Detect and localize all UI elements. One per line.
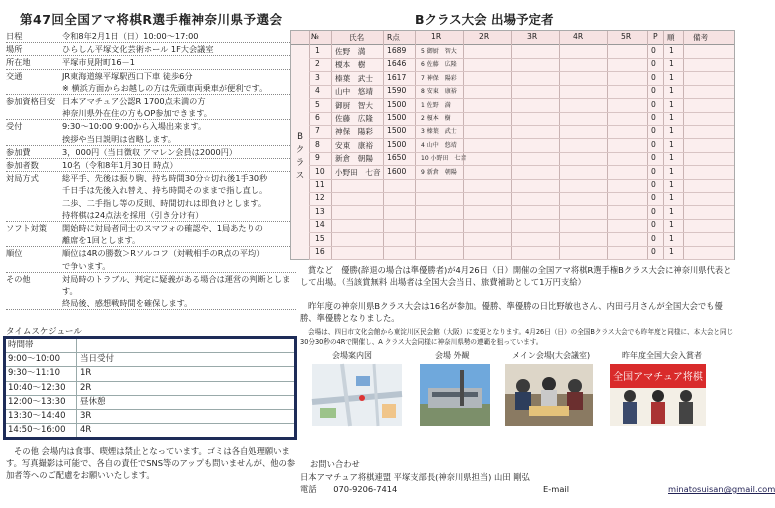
schedule-row xyxy=(6,381,294,395)
entrant-rank: 1 xyxy=(669,86,674,96)
contact-heading: お問い合わせ xyxy=(310,459,360,469)
entrant-name: 佐藤 広隆 xyxy=(335,114,373,123)
phone-label: 電話 xyxy=(300,484,317,494)
entrant-rating: 1500 xyxy=(387,139,407,149)
col-rank: 順 xyxy=(667,33,675,42)
last-year-text: 昨年度の神奈川県Bクラス大会は16名が参加。優勝、準優勝の日比野敏也さん、内田弓月さんが全国大会でも優勝、準優勝となりました。 xyxy=(300,301,723,323)
schedule-event: 昼休憩 xyxy=(80,396,106,407)
col-notes: 備考 xyxy=(693,33,709,42)
round-1-opponent: 1 佐野 満 xyxy=(421,101,451,109)
info-value: 挨拶や当日説明は省略します。 xyxy=(62,133,176,144)
entrant-points: 0 xyxy=(651,86,656,96)
entrant-rank: 1 xyxy=(669,46,674,55)
entrant-row xyxy=(309,139,734,153)
entrant-no: 15 xyxy=(315,233,325,243)
info-key xyxy=(6,197,62,209)
entrant-no: 2 xyxy=(315,59,320,69)
entrant-table xyxy=(290,30,735,260)
winners-banner-text: 全国アマチュア将棋 xyxy=(613,372,703,383)
schedule-event: 2R xyxy=(80,382,92,393)
info-row xyxy=(6,120,296,132)
caption-winners: 昨年度全国大会入賞者 xyxy=(622,351,702,360)
info-value: 開始時に対局者同士のスマフォの確認や、1局あたりの xyxy=(62,223,263,234)
entrant-points: 0 xyxy=(651,206,656,216)
round-1-opponent: 2 榎本 樹 xyxy=(421,115,451,122)
info-key: 所在地 xyxy=(6,57,31,68)
schedule-event: 1R xyxy=(80,368,92,379)
entrant-points: 0 xyxy=(651,153,656,163)
schedule-row xyxy=(6,423,294,437)
entrant-rating: 1600 xyxy=(387,166,407,176)
info-row xyxy=(6,209,296,222)
entrant-row xyxy=(309,192,734,206)
info-key xyxy=(6,209,62,221)
class-title: Bクラス大会 出場予定者 xyxy=(415,12,554,27)
entrant-row xyxy=(309,125,734,139)
round-1-opponent: 6 佐藤 広隆 xyxy=(421,61,457,69)
info-row xyxy=(6,70,296,82)
info-value: 終局後、感想戦時間を確保します。 xyxy=(62,298,193,309)
entrant-no: 14 xyxy=(315,220,325,230)
main-hall-image xyxy=(505,364,593,426)
entrant-row xyxy=(309,99,734,113)
entrant-name: 山中 悠靖 xyxy=(335,87,373,97)
email-label: E-mail xyxy=(543,484,570,494)
caption-hall: メイン会場(大会議室) xyxy=(512,351,591,360)
caption-map: 会場案内図 xyxy=(332,351,372,360)
entrant-points: 0 xyxy=(651,139,656,149)
venue-map-image xyxy=(312,364,402,426)
entrant-rating: 1590 xyxy=(387,86,407,96)
entrant-rating: 1689 xyxy=(387,46,407,55)
entrant-rating: 1500 xyxy=(387,126,407,136)
schedule-table xyxy=(3,336,297,440)
round-1-opponent: 7 神保 陽彩 xyxy=(421,74,457,82)
entrant-rank: 1 xyxy=(669,166,674,176)
col-name: 氏名 xyxy=(349,33,365,42)
schedule-row xyxy=(6,366,294,380)
entrant-no: 5 xyxy=(315,99,320,109)
info-key xyxy=(6,260,62,272)
col-round-2: 2R xyxy=(479,32,490,41)
entrant-row xyxy=(309,233,734,247)
round-1-opponent: 8 安東 康裕 xyxy=(421,88,457,96)
info-key xyxy=(6,234,62,246)
info-value: 3，000円（当日徴収 アマレン会員は2000円） xyxy=(62,146,238,157)
entrant-row xyxy=(309,45,734,59)
info-key: ソフト対策 xyxy=(6,223,47,234)
info-key: 受付 xyxy=(6,121,23,132)
info-row xyxy=(6,107,296,120)
round-1-opponent: 9 新倉 朝陽 xyxy=(421,168,457,176)
info-value: 9:30～10:00 9:00から入場出来ます。 xyxy=(62,121,207,132)
info-key: 交通 xyxy=(6,70,23,81)
info-value: 10名（令和8年1月30日 時点） xyxy=(62,160,178,171)
caption-exterior: 会場 外観 xyxy=(435,351,470,360)
info-value: JR東海道線平塚駅西口下車 徒歩6分 xyxy=(62,70,193,81)
entrant-no: 1 xyxy=(315,46,320,55)
info-value: 二歩、二手指し等の反則、時間切れは即負けとします。 xyxy=(62,197,267,208)
entrant-rank: 1 xyxy=(669,206,674,216)
entrant-rating: 1500 xyxy=(387,113,407,122)
info-key: その他 xyxy=(6,273,31,284)
schedule-time: 10:40～12:30 xyxy=(6,382,77,395)
entrant-row xyxy=(309,206,734,220)
entrant-row xyxy=(309,72,734,86)
entrant-no: 4 xyxy=(315,86,320,96)
entrant-name: 安東 康裕 xyxy=(335,140,373,150)
entrant-row xyxy=(309,58,734,72)
col-round-1: 1R xyxy=(431,32,442,41)
schedule-row xyxy=(6,409,294,423)
info-key xyxy=(6,297,62,309)
entrant-name: 新倉 朝陽 xyxy=(335,154,373,164)
info-value: 順位は4Rの勝数＞Rソルコフ（対戦相手のR点の平均） xyxy=(62,248,265,259)
info-value: で争います。 xyxy=(62,260,111,271)
info-row xyxy=(6,234,296,247)
entrant-no: 12 xyxy=(315,193,325,203)
info-key: 参加費 xyxy=(6,146,31,157)
entrant-points: 0 xyxy=(651,166,656,176)
entrant-rank: 1 xyxy=(669,139,674,149)
entrant-points: 0 xyxy=(651,99,656,109)
round-1-opponent: 5 御厨 智大 xyxy=(421,48,457,55)
round-1-opponent: 4 山中 悠靖 xyxy=(421,141,457,149)
schedule-time: 13:30～14:40 xyxy=(6,410,77,423)
schedule-event: 4R xyxy=(80,425,92,436)
winners-image xyxy=(610,364,706,426)
info-row xyxy=(6,146,296,159)
info-key xyxy=(6,82,62,94)
info-row xyxy=(6,297,296,310)
entrant-points: 0 xyxy=(651,193,656,203)
col-points: P xyxy=(653,32,658,41)
info-row xyxy=(6,184,296,196)
info-key xyxy=(6,184,62,196)
schedule-header xyxy=(6,339,294,352)
entrant-no: 11 xyxy=(315,180,325,189)
event-title: 第47回全国アマ将棋R選手権神奈川県予選会 xyxy=(20,12,283,27)
entrant-name: 榎本 樹 xyxy=(335,60,366,70)
entrant-name: 榛葉 武士 xyxy=(335,73,373,83)
entrant-points: 0 xyxy=(651,59,656,69)
info-row xyxy=(6,30,296,43)
entrant-rank: 1 xyxy=(669,59,674,69)
info-row xyxy=(6,95,296,107)
exterior-image xyxy=(420,364,490,426)
entrant-row xyxy=(309,152,734,166)
info-value: ※ 横浜方面からお越しの方は先頭車両乗車が便利です。 xyxy=(62,82,268,93)
schedule-event: 当日受付 xyxy=(80,354,115,365)
schedule-time: 9:30～11:10 xyxy=(6,367,77,380)
phone-number: 070-9206-7414 xyxy=(333,484,398,494)
entrant-no: 3 xyxy=(315,72,320,82)
entrant-row xyxy=(309,219,734,233)
col-round-5: 5R xyxy=(621,32,632,41)
entrant-points: 0 xyxy=(651,233,656,243)
contact-org: 日本アマチュア将棋連盟 平塚支部長(神奈川県担当) 山田 剛弘 xyxy=(300,471,530,482)
schedule-time: 12:00～13:30 xyxy=(6,396,77,409)
email-link[interactable]: minatosuisan@gmail.com xyxy=(668,484,775,494)
info-row xyxy=(6,247,296,259)
info-value: 平塚市見附町16－1 xyxy=(62,57,135,68)
info-value: 千日手は先後入れ替え、持ち時間そのままで指し直し。 xyxy=(62,185,268,196)
contact-block xyxy=(300,458,775,496)
info-row xyxy=(6,260,296,273)
entrant-no: 6 xyxy=(315,113,320,122)
schedule-header-cell: 時間帯 xyxy=(6,339,77,352)
entrant-rank: 1 xyxy=(669,99,674,109)
entrant-no: 8 xyxy=(315,139,320,149)
entrant-row xyxy=(309,166,734,180)
photo-strip xyxy=(300,350,736,432)
info-row xyxy=(6,197,296,209)
entrant-points: 0 xyxy=(651,126,656,136)
entrant-no: 7 xyxy=(315,126,320,136)
round-1-opponent: 10 小野田 七音 xyxy=(421,155,467,163)
schedule-time: 14:50～16:00 xyxy=(6,424,77,437)
entrant-points: 0 xyxy=(651,247,656,256)
entrant-name: 佐野 満 xyxy=(335,47,366,56)
entrant-rating: 1617 xyxy=(387,72,407,82)
entrant-no: 10 xyxy=(315,166,325,176)
entrant-rating: 1646 xyxy=(387,59,407,69)
info-key: 対局方式 xyxy=(6,173,39,184)
info-row xyxy=(6,273,296,297)
info-row xyxy=(6,43,296,56)
entrant-rank: 1 xyxy=(669,180,674,189)
entrant-rank: 1 xyxy=(669,126,674,136)
info-row xyxy=(6,56,296,69)
entrant-row xyxy=(309,112,734,126)
info-row xyxy=(6,82,296,95)
schedule-label: タイムスケジュール xyxy=(6,327,82,337)
class-label: B ク ラ ス xyxy=(295,132,305,181)
entrant-points: 0 xyxy=(651,180,656,189)
entrant-points: 0 xyxy=(651,72,656,82)
entrant-name: 神保 陽彩 xyxy=(335,127,373,137)
entrant-row xyxy=(309,85,734,99)
col-no: № xyxy=(311,32,319,41)
info-key: 参加資格目安 xyxy=(6,96,56,107)
col-rating: R点 xyxy=(387,33,400,42)
col-round-3: 3R xyxy=(527,32,538,41)
schedule-time: 9:00～10:00 xyxy=(6,353,77,366)
round-1-opponent: 3 榛葉 武士 xyxy=(421,128,457,136)
entrant-rank: 1 xyxy=(669,113,674,122)
info-value: 対局時のトラブル、判定に疑義がある場合は運営の判断とします。 xyxy=(62,273,291,297)
schedule-row xyxy=(6,352,294,366)
col-round-4: 4R xyxy=(573,32,584,41)
entrant-rank: 1 xyxy=(669,247,674,256)
info-row xyxy=(6,172,296,184)
info-key: 場所 xyxy=(6,44,23,55)
entrant-rank: 1 xyxy=(669,193,674,203)
entrant-rank: 1 xyxy=(669,233,674,243)
entrant-name: 御厨 智大 xyxy=(335,100,373,110)
entrant-no: 13 xyxy=(315,206,325,216)
info-value: 神奈川県外在住の方もOP参加できます。 xyxy=(62,108,212,119)
entrant-rating: 1500 xyxy=(387,99,407,109)
entrant-rank: 1 xyxy=(669,153,674,163)
info-value: ひらしん平塚文化芸術ホール 1F大会議室 xyxy=(62,44,214,55)
prize-text: 賞など 優勝(辞退の場合は準優勝者)が4月26日（日）開催の全国アマ将棋R選手権Bクラス大会に神奈川県代表として出場。（当該賞無料 出場者は全国大会当日、旅費補助として1万円支給） xyxy=(300,265,732,287)
info-key xyxy=(6,133,62,145)
entrant-rating: 1650 xyxy=(387,153,407,163)
entrant-rank: 1 xyxy=(669,220,674,230)
info-key: 参加者数 xyxy=(6,160,39,171)
info-value: 令和8年2月1日（日）10:00～17:00 xyxy=(62,31,199,41)
schedule-row xyxy=(6,395,294,409)
entrant-table-header xyxy=(291,31,734,45)
info-key: 順位 xyxy=(6,248,23,259)
entrant-row xyxy=(309,179,734,193)
entrant-points: 0 xyxy=(651,113,656,122)
info-value: 総平手、先後は振り駒、持ち時間30分☆切れ後1手30秒 xyxy=(62,173,268,184)
info-row xyxy=(6,159,296,172)
entrant-no: 9 xyxy=(315,153,320,163)
info-value: 離席を1回とします。 xyxy=(62,235,141,246)
info-row xyxy=(6,222,296,234)
info-value: 日本アマチュア公認R 1700点未満の方 xyxy=(62,96,206,107)
info-value: 持将棋は24点法を採用（引き分け有） xyxy=(62,209,204,220)
entrant-no: 16 xyxy=(315,247,325,256)
entrant-row xyxy=(309,246,734,260)
venue-notes: その他 会場内は食事、喫煙は禁止となっています。ゴミは各自処理願います。写真撮影は可能で、各自の責任でSNS等のアップも問いませんが、他の参加者等へのご配慮をお願いいたします。 xyxy=(6,446,296,480)
event-info xyxy=(6,30,296,310)
schedule-event: 3R xyxy=(80,410,92,421)
entrant-points: 0 xyxy=(651,46,656,55)
entrant-name: 小野田 七音 xyxy=(335,167,381,177)
national-venue-note: 会場は、四日市文化会館から東淀川区民会館（大阪）に変更となります。4月26日（日）の全国Bクラス大会でも昨年度と同様に、本大会と同じ30分30秒の4Rで開催し、A クラス大会同様に神奈川県勢の連覇を狙っています。 xyxy=(300,328,734,346)
entrant-points: 0 xyxy=(651,220,656,230)
info-key: 日程 xyxy=(6,31,23,41)
info-key xyxy=(6,107,62,119)
entrant-rank: 1 xyxy=(669,72,674,82)
info-row xyxy=(6,133,296,146)
